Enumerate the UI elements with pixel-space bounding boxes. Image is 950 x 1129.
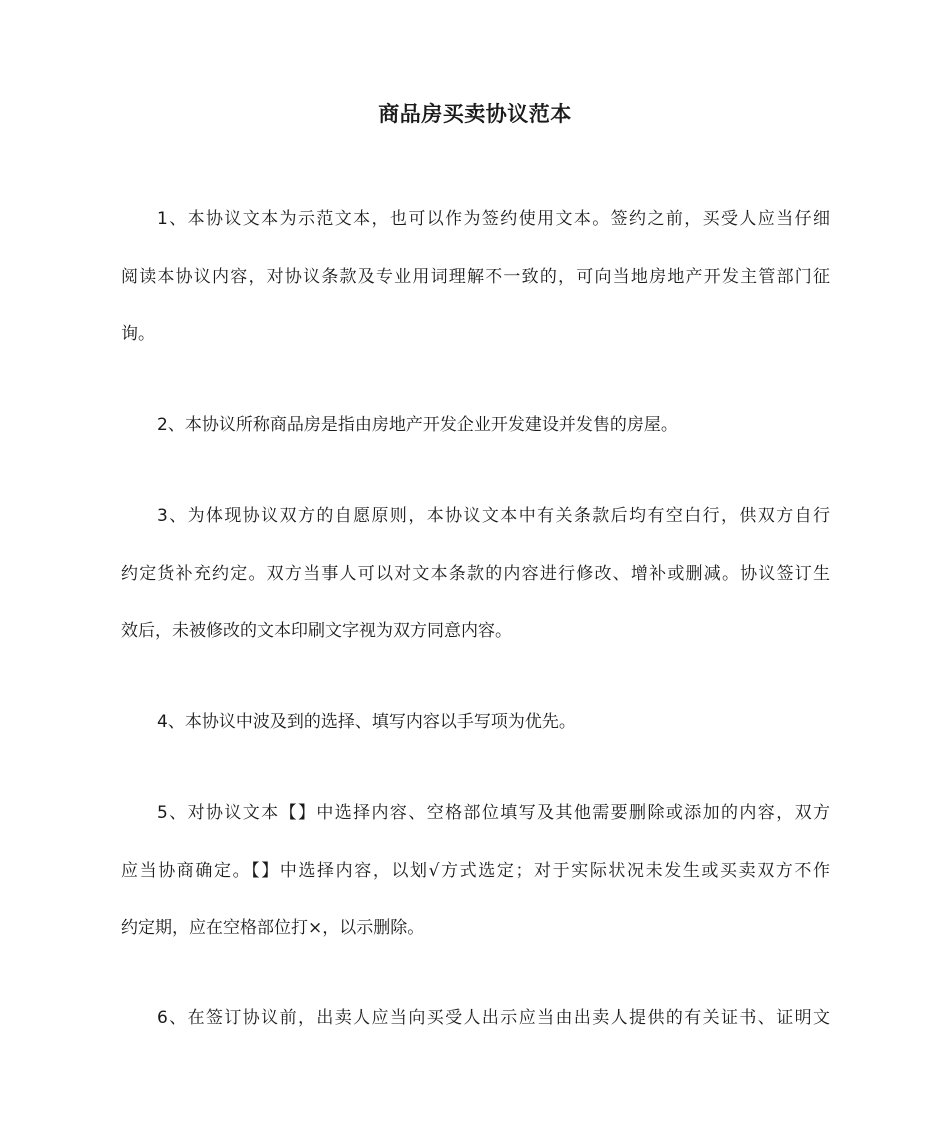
paragraph-line: 3、为体现协议双方的自愿原则，本协议文本中有关条款后均有空白行，供双方自行	[157, 506, 830, 526]
paragraph-3	[121, 488, 830, 661]
paragraph-5	[121, 785, 830, 958]
paragraph-6	[121, 990, 830, 1048]
paragraph-4	[121, 694, 830, 752]
paragraph-2	[121, 397, 830, 455]
paragraph-line: 约定期，应在空格部位打×，以示删除。	[121, 918, 425, 938]
paragraph-line: 效后，未被修改的文本印刷文字视为双方同意内容。	[121, 621, 512, 641]
document-title: 商品房买卖协议范本	[378, 102, 572, 126]
paragraph-line: 阅读本协议内容，对协议条款及专业用词理解不一致的，可向当地房地产开发主管部门征	[121, 266, 830, 287]
paragraph-line: 5、对协议文本【】中选择内容、空格部位填写及其他需要删除或添加的内容，双方	[157, 803, 830, 823]
paragraph-line: 应当协商确定。【】中选择内容，以划√方式选定；对于实际状况未发生或买卖双方不作	[121, 860, 830, 881]
paragraph-line: 询。	[121, 324, 155, 344]
paragraph-line: 6、在签订协议前，出卖人应当向买受人出示应当由出卖人提供的有关证书、证明文	[157, 1008, 830, 1028]
paragraph-line: 2、本协议所称商品房是指由房地产开发企业开发建设并发售的房屋。	[157, 415, 678, 435]
paragraph-1	[121, 191, 830, 364]
paragraph-line: 约定货补充约定。双方当事人可以对文本条款的内容进行修改、增补或删减。协议签订生	[121, 563, 830, 584]
paragraph-line: 1、本协议文本为示范文本，也可以作为签约使用文本。签约之前，买受人应当仔细	[157, 209, 830, 229]
paragraph-line: 4、本协议中波及到的选择、填写内容以手写项为优先。	[157, 712, 576, 732]
